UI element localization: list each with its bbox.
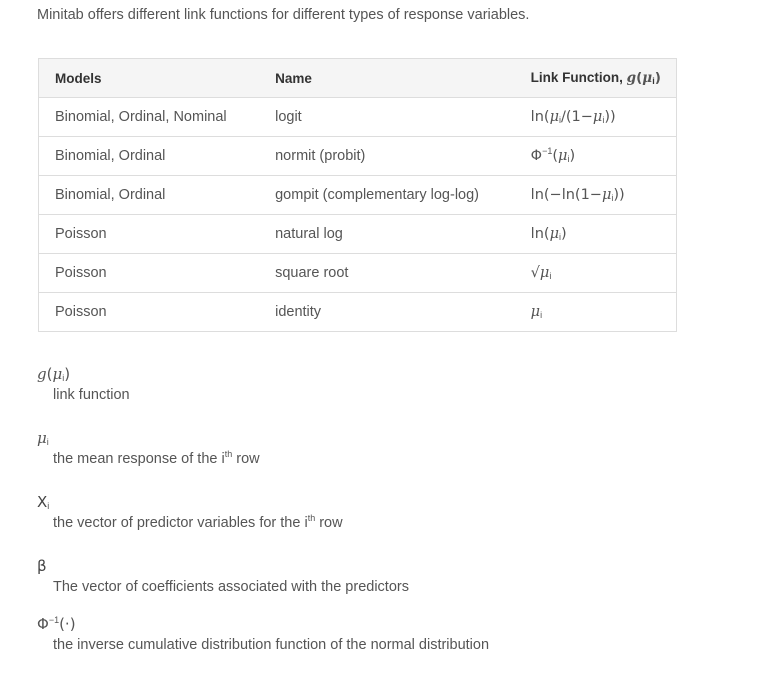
header-g: g	[626, 70, 637, 86]
table-row	[39, 293, 677, 332]
header-close: )	[654, 70, 661, 86]
cell-name: normit (probit)	[259, 137, 515, 176]
sub-i: i	[567, 154, 570, 164]
def-desc-mu	[53, 450, 737, 490]
def-term-phi	[37, 612, 737, 636]
header-mu: μ	[642, 70, 653, 86]
cell-name: gompit (complementary log-log)	[259, 176, 515, 215]
x-token: X	[37, 493, 48, 511]
token: )	[64, 365, 71, 383]
mu-token: μ	[539, 265, 550, 281]
header-models: Models	[39, 59, 260, 98]
cell-name: square root	[259, 254, 515, 293]
header-name: Name	[259, 59, 515, 98]
def-term-x	[37, 490, 737, 514]
sup-minus-one: −1	[542, 146, 553, 156]
token: /(1−	[561, 109, 593, 125]
phi-token: Φ	[530, 148, 543, 164]
beta-token: β	[37, 557, 47, 575]
cell-link-sqrt	[515, 254, 677, 293]
mu-token: μ	[601, 187, 612, 203]
cell-link-probit	[515, 137, 677, 176]
cell-name: logit	[259, 98, 515, 137]
cell-link-gompit	[515, 176, 677, 215]
mu-token: μ	[558, 148, 568, 164]
definitions-list	[37, 362, 737, 676]
cell-models: Poisson	[39, 215, 260, 254]
phi-token: Φ	[37, 615, 49, 633]
cell-link-ln	[515, 215, 677, 254]
sub-i: i	[602, 115, 605, 125]
table-row	[39, 98, 677, 137]
cell-name: natural log	[259, 215, 515, 254]
token: ln(−ln(1−	[530, 187, 602, 203]
def-desc-g: link function	[53, 387, 130, 403]
sub-i: i	[47, 501, 50, 511]
token: )	[561, 226, 567, 242]
intro-text: Minitab offers different link functions for different types of response variables.	[37, 7, 530, 23]
sub-i: i	[540, 310, 543, 320]
sub-i: i	[549, 271, 552, 281]
sub-i: i	[559, 115, 561, 125]
cell-models: Binomial, Ordinal, Nominal	[39, 98, 260, 137]
table-header	[39, 59, 677, 98]
def-term-g	[37, 362, 737, 386]
mu-token: μ	[530, 304, 541, 320]
mu-token: μ	[52, 365, 63, 383]
token: (	[46, 365, 53, 383]
header-open: (	[636, 70, 643, 86]
def-desc-beta: The vector of coefficients associated with the predictors	[53, 579, 409, 595]
desc-text: row	[315, 515, 343, 531]
desc-text: the vector of predictor variables for the i	[53, 515, 308, 531]
def-desc-phi: the inverse cumulative distribution function of the normal distribution	[53, 637, 490, 653]
sub-i: i	[559, 232, 561, 242]
cell-models: Binomial, Ordinal	[39, 176, 260, 215]
cell-models: Binomial, Ordinal	[39, 137, 260, 176]
header-link-label: Link Function,	[530, 70, 627, 85]
sub-i: i	[611, 193, 614, 203]
token: (	[552, 148, 559, 164]
mu-token: μ	[592, 109, 603, 125]
header-row	[39, 59, 677, 98]
cell-models: Poisson	[39, 293, 260, 332]
sup-th: th	[224, 449, 233, 459]
cell-name: identity	[259, 293, 515, 332]
sub-i: i	[46, 437, 49, 447]
cell-models: Poisson	[39, 254, 260, 293]
token: )	[569, 148, 576, 164]
sub-i: i	[62, 373, 65, 383]
token: ))	[604, 109, 616, 125]
token: (·)	[59, 615, 76, 633]
sqrt-icon: √	[530, 265, 540, 281]
cell-link-logit	[515, 98, 677, 137]
link-functions-table	[38, 58, 677, 332]
header-sub: i	[652, 76, 655, 86]
mu-token: μ	[549, 109, 559, 125]
def-term-mu	[37, 426, 737, 450]
table-row	[39, 137, 677, 176]
sup-th: th	[307, 513, 316, 523]
header-link-function	[515, 59, 677, 98]
mu-token: μ	[549, 226, 559, 242]
def-term-beta	[37, 554, 737, 578]
table-row	[39, 254, 677, 293]
mu-token: μ	[37, 429, 47, 447]
table-row	[39, 215, 677, 254]
ln-token: ln(	[530, 109, 550, 125]
def-desc-x	[53, 514, 737, 554]
desc-text: row	[232, 451, 260, 467]
g-token: g	[37, 365, 47, 383]
cell-link-identity	[515, 293, 677, 332]
sup-minus-one: −1	[48, 615, 60, 625]
token: ))	[613, 187, 625, 203]
ln-token: ln(	[530, 226, 550, 242]
table-row	[39, 176, 677, 215]
desc-text: the mean response of the i	[53, 451, 225, 467]
